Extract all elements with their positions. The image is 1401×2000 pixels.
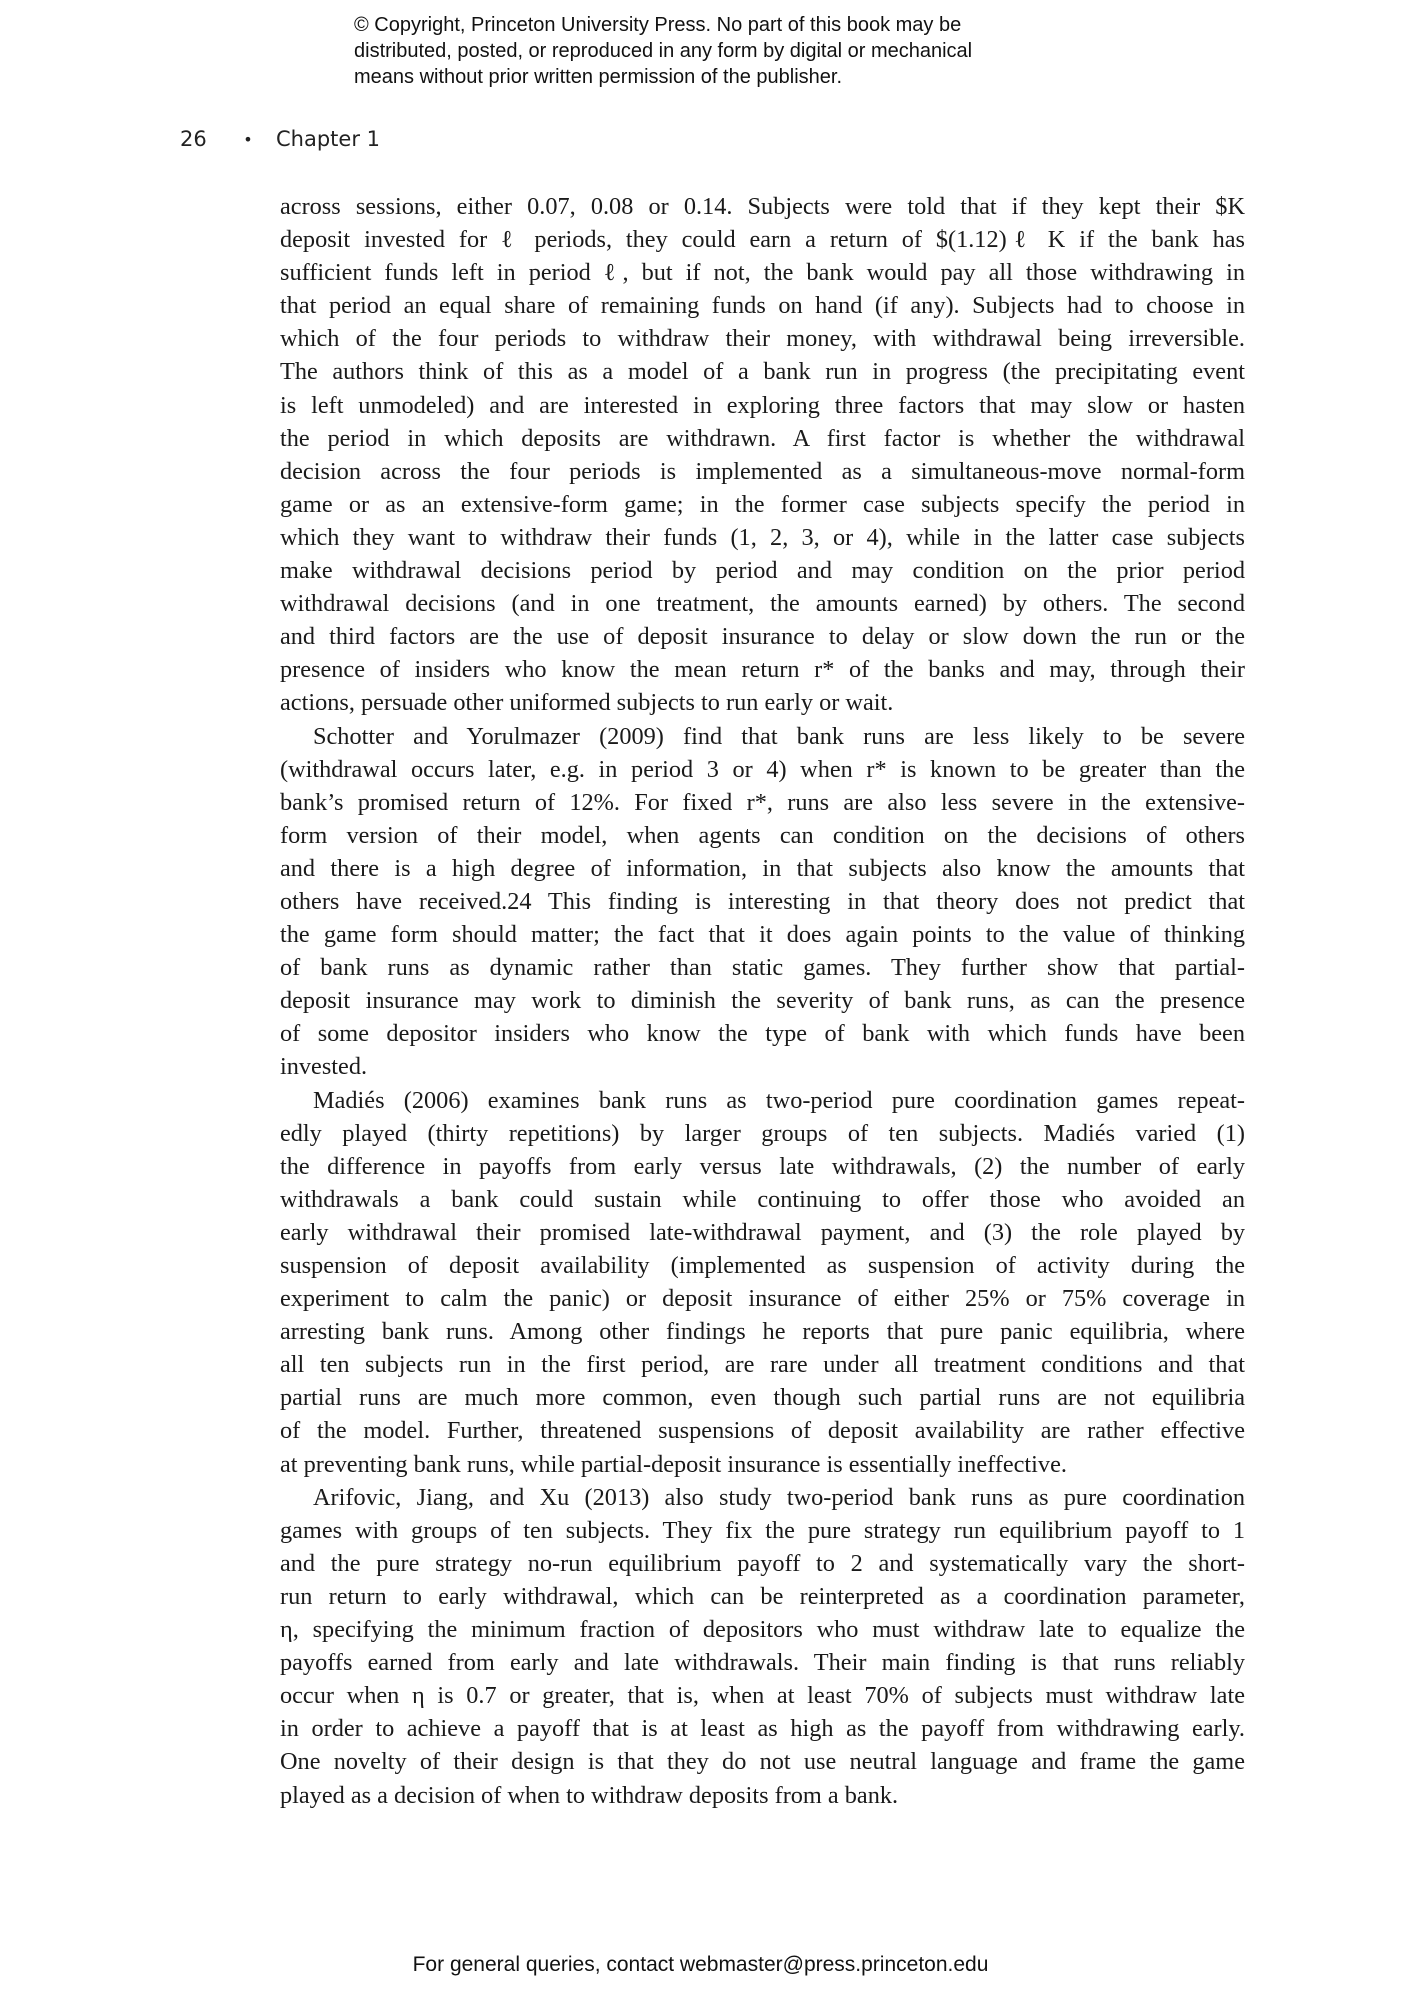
chapter-label: Chapter 1	[276, 127, 380, 151]
text-line: bank’s promised return of 12%. For fixed r*, runs are also less severe in the extensive-	[280, 788, 1245, 816]
text-line: and there is a high degree of information, in that subjects also know the amounts that	[280, 854, 1245, 882]
text-line: game or as an extensive-form game; in the former case subjects specify the period in	[280, 490, 1245, 518]
text-line: The authors think of this as a model of a bank run in progress (the precipitating event	[280, 358, 1245, 386]
text-line: suspension of deposit availability (implemented as suspension of activity during the	[280, 1252, 1245, 1279]
text-line: actions, persuade other uniformed subjects to run early or wait.	[280, 689, 894, 717]
bullet-separator: •	[243, 129, 253, 149]
text-line: and the pure strategy no-run equilibrium payoff to 2 and systematically vary the short-	[280, 1549, 1245, 1577]
text-line: of some depositor insiders who know the type of bank with which funds have been	[280, 1020, 1245, 1048]
copyright-line: distributed, posted, or reproduced in any form by digital or mechanical	[354, 40, 973, 62]
text-line: early withdrawal their promised late-withdrawal payment, and (3) the role played by	[280, 1218, 1245, 1246]
text-line: and third factors are the use of deposit insurance to delay or slow down the run or the	[280, 623, 1245, 651]
text-line: is left unmodeled) and are interested in exploring three factors that may slow or hasten	[280, 391, 1245, 419]
text-line: edly played (thirty repetitions) by larger groups of ten subjects. Madiés varied (1)	[280, 1119, 1245, 1147]
text-line: experiment to calm the panic) or deposit insurance of either 25% or 75% coverage in	[280, 1285, 1245, 1313]
text-line: across sessions, either 0.07, 0.08 or 0.14. Subjects were told that if they kept their $K	[280, 193, 1245, 220]
text-line: which of the four periods to withdraw their money, with withdrawal being irreversible.	[280, 325, 1245, 353]
text-line: (withdrawal occurs later, e.g. in period 3 or 4) when r* is known to be greater than the	[280, 755, 1245, 783]
paragraph	[280, 1481, 1245, 1812]
copyright-line: © Copyright, Princeton University Press. No part of this book may be	[354, 14, 962, 36]
text-line: run return to early withdrawal, which can be reinterpreted as a coordination parameter,	[280, 1582, 1245, 1610]
text-line: all ten subjects run in the first period, are rare under all treatment conditions and that	[280, 1351, 1245, 1379]
text-line: presence of insiders who know the mean return r* of the banks and may, through their	[280, 656, 1245, 684]
text-line: others have received.24 This finding is interesting in that theory does not predict that	[280, 887, 1245, 915]
text-line: Madiés (2006) examines bank runs as two-period pure coordination games repeat-	[313, 1086, 1245, 1114]
text-line: Arifovic, Jiang, and Xu (2013) also study two-period bank runs as pure coordination	[313, 1483, 1245, 1511]
text-line: One novelty of their design is that they do not use neutral language and frame the game	[280, 1748, 1245, 1776]
text-line: decision across the four periods is implemented as a simultaneous-move normal-form	[280, 457, 1245, 485]
text-line: played as a decision of when to withdraw deposits from a bank.	[280, 1781, 899, 1809]
text-line: sufficient funds left in period ℓ, but if not, the bank would pay all those withdrawing in	[280, 259, 1245, 287]
text-line: η, specifying the minimum fraction of depositors who must withdraw late to equalize the	[280, 1616, 1245, 1644]
page-number: 26	[180, 127, 207, 151]
copyright-line: means without prior written permission of the publisher.	[354, 66, 843, 88]
footer-contact: For general queries, contact webmaster@press.princeton.edu	[412, 1953, 989, 1976]
text-line: games with groups of ten subjects. They fix the pure strategy run equilibrium payoff to 1	[280, 1516, 1245, 1544]
text-line: withdrawals a bank could sustain while continuing to offer those who avoided an	[280, 1185, 1245, 1213]
text-line: that period an equal share of remaining funds on hand (if any). Subjects had to choose in	[280, 292, 1245, 320]
paragraph	[280, 190, 1245, 720]
paragraph	[280, 720, 1245, 1084]
text-line: of the model. Further, threatened suspensions of deposit availability are rather effective	[280, 1417, 1245, 1445]
text-line: the game form should matter; the fact that it does again points to the value of thinking	[280, 921, 1245, 949]
text-line: at preventing bank runs, while partial-deposit insurance is essentially ineffective.	[280, 1450, 1067, 1478]
running-head	[180, 127, 380, 151]
copyright-notice	[354, 12, 1114, 90]
body-text	[280, 190, 1245, 1812]
text-line: which they want to withdraw their funds (1, 2, 3, or 4), while in the latter case subjects	[280, 523, 1245, 551]
text-line: payoffs earned from early and late withdrawals. Their main finding is that runs reliably	[280, 1649, 1245, 1677]
text-line: deposit invested for ℓ periods, they could earn a return of $(1.12)ℓ K if the bank has	[280, 226, 1245, 254]
text-line: in order to achieve a payoff that is at least as high as the payoff from withdrawing early.	[280, 1715, 1245, 1743]
text-line: Schotter and Yorulmazer (2009) find that bank runs are less likely to be severe	[313, 722, 1245, 750]
text-line: make withdrawal decisions period by period and may condition on the prior period	[280, 557, 1245, 585]
text-line: occur when η is 0.7 or greater, that is, when at least 70% of subjects must withdraw late	[280, 1682, 1245, 1710]
text-line: of bank runs as dynamic rather than static games. They further show that partial-	[280, 954, 1245, 982]
text-line: arresting bank runs. Among other findings he reports that pure panic equilibria, where	[280, 1318, 1245, 1346]
text-line: form version of their model, when agents can condition on the decisions of others	[280, 821, 1245, 849]
paragraph	[280, 1084, 1245, 1481]
text-line: withdrawal decisions (and in one treatment, the amounts earned) by others. The second	[280, 590, 1245, 618]
text-line: invested.	[280, 1053, 368, 1081]
text-line: partial runs are much more common, even though such partial runs are not equilibria	[280, 1384, 1245, 1412]
text-line: the difference in payoffs from early versus late withdrawals, (2) the number of early	[280, 1152, 1245, 1180]
text-line: deposit insurance may work to diminish the severity of bank runs, as can the presence	[280, 987, 1245, 1015]
text-line: the period in which deposits are withdrawn. A first factor is whether the withdrawal	[280, 424, 1245, 452]
